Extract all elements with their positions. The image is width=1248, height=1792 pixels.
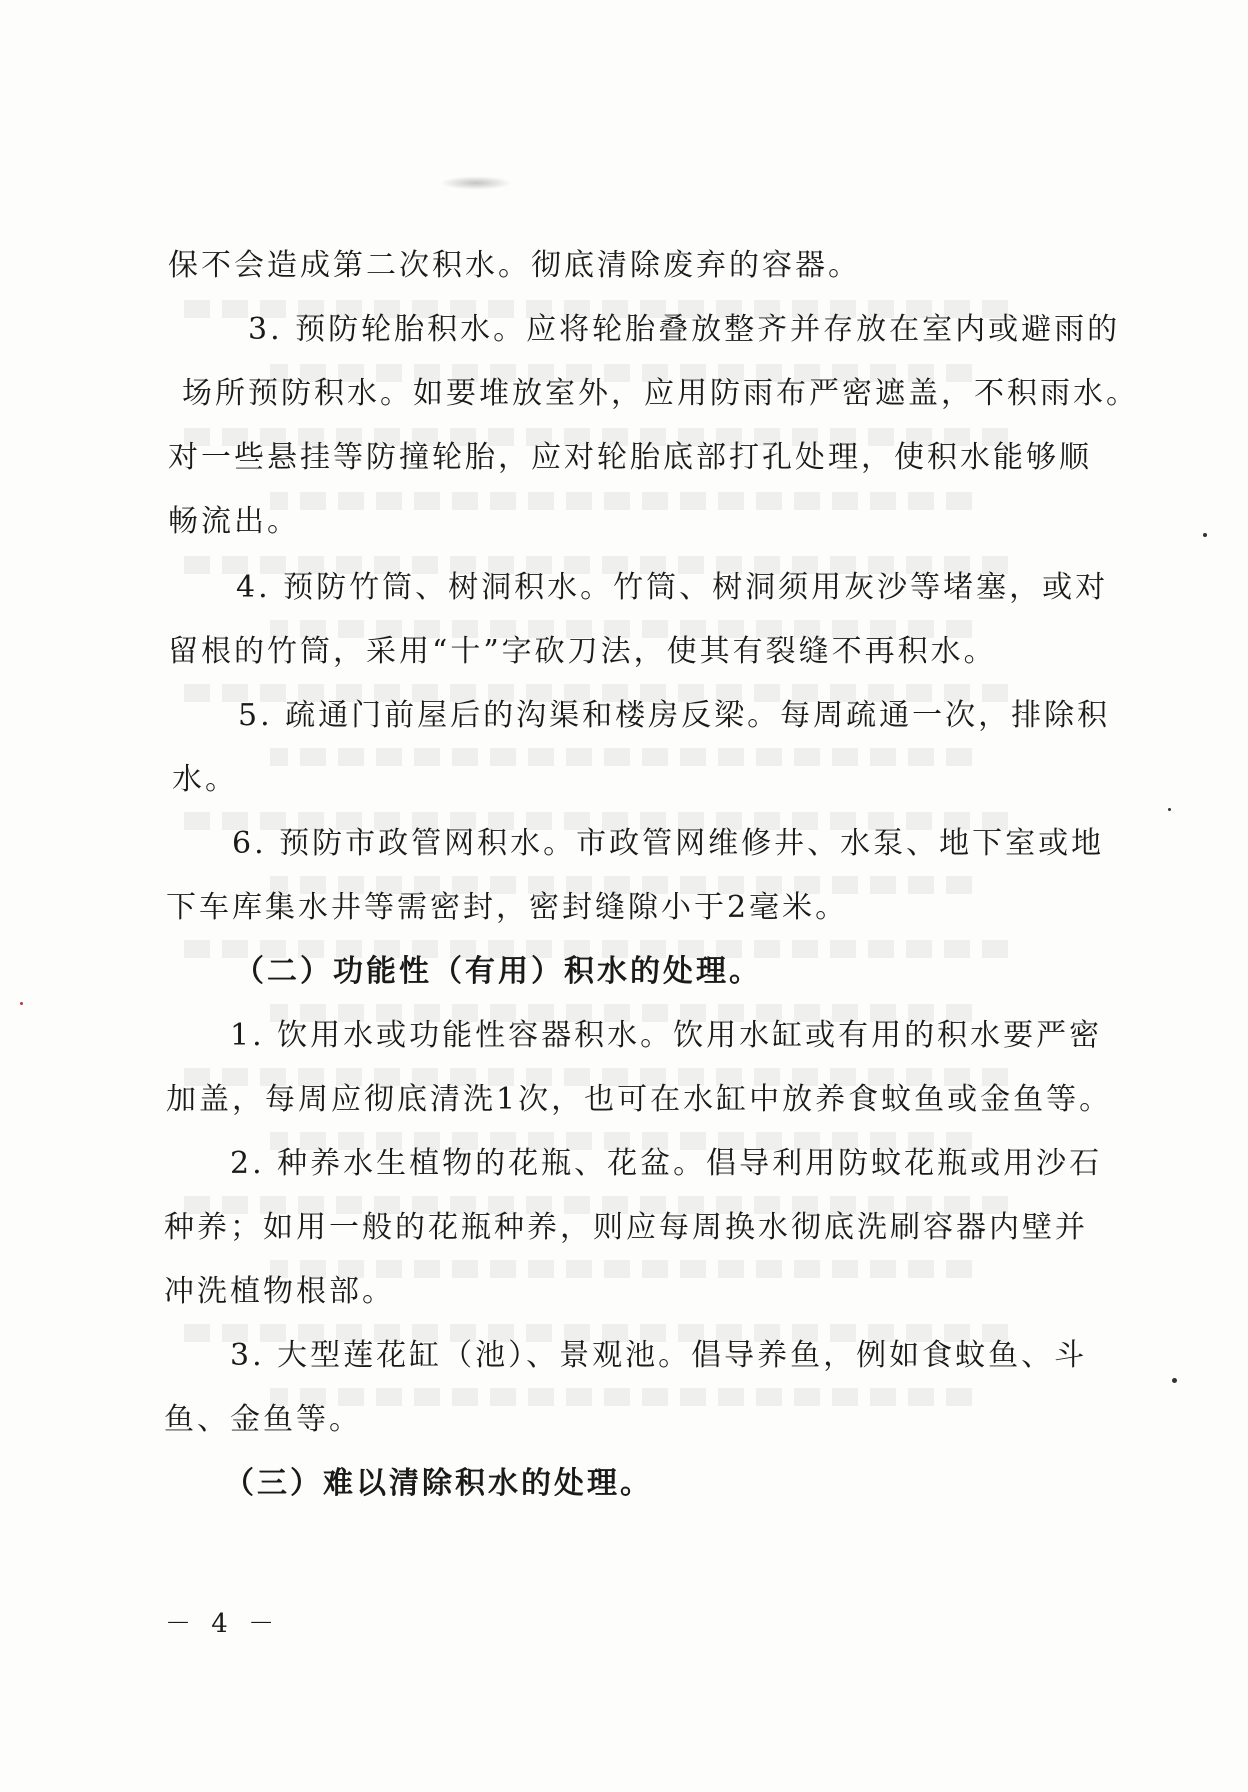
paragraph-line: 加盖，每周应彻底清洗1次，也可在水缸中放养食蚊鱼或金鱼等。 [166, 1082, 1113, 1117]
scan-speck [1168, 808, 1171, 811]
paragraph-line: 5. 疏通门前屋后的沟渠和楼房反梁。每周疏通一次，排除积 [238, 698, 1111, 733]
paragraph-line: 2. 种养水生植物的花瓶、花盆。倡导利用防蚊花瓶或用沙石 [230, 1146, 1103, 1181]
paragraph-line: 保不会造成第二次积水。彻底清除废弃的容器。 [168, 248, 861, 283]
paragraph-line: 对一些悬挂等防撞轮胎，应对轮胎底部打孔处理，使积水能够顺 [168, 440, 1092, 475]
paragraph-line: 种养；如用一般的花瓶种养，则应每周换水彻底洗刷容器内壁并 [164, 1210, 1088, 1245]
paragraph-line: 6. 预防市政管网积水。市政管网维修井、水泵、地下室或地 [232, 826, 1105, 861]
paragraph-line: 1. 饮用水或功能性容器积水。饮用水缸或有用的积水要严密 [230, 1018, 1103, 1053]
section-heading: （二）功能性（有用）积水的处理。 [234, 954, 762, 989]
scan-smudge [440, 176, 512, 190]
paragraph-line: 冲洗植物根部。 [164, 1274, 395, 1309]
paragraph-line: 场所预防积水。如要堆放室外，应用防雨布严密遮盖，不积雨水。 [182, 376, 1139, 411]
paragraph-line: 留根的竹筒，采用“十”字砍刀法，使其有裂缝不再积水。 [168, 634, 997, 669]
paragraph-line: 畅流出。 [168, 504, 300, 539]
page-number: － 4 － [165, 1609, 281, 1639]
scan-speck [20, 1002, 23, 1005]
paragraph-line: 水。 [172, 762, 238, 797]
paragraph-line: 下车库集水井等需密封，密封缝隙小于2毫米。 [166, 890, 849, 925]
paragraph-line: 3. 大型莲花缸（池）、景观池。倡导养鱼，例如食蚊鱼、斗 [230, 1338, 1088, 1373]
scan-speck [1203, 533, 1207, 537]
paragraph-line: 3. 预防轮胎积水。应将轮胎叠放整齐并存放在室内或避雨的 [248, 312, 1121, 347]
scan-speck [1172, 1378, 1177, 1383]
paragraph-line: 鱼、金鱼等。 [164, 1402, 362, 1437]
paragraph-line: 4. 预防竹筒、树洞积水。竹筒、树洞须用灰沙等堵塞，或对 [236, 570, 1109, 605]
section-heading: （三）难以清除积水的处理。 [224, 1466, 653, 1501]
